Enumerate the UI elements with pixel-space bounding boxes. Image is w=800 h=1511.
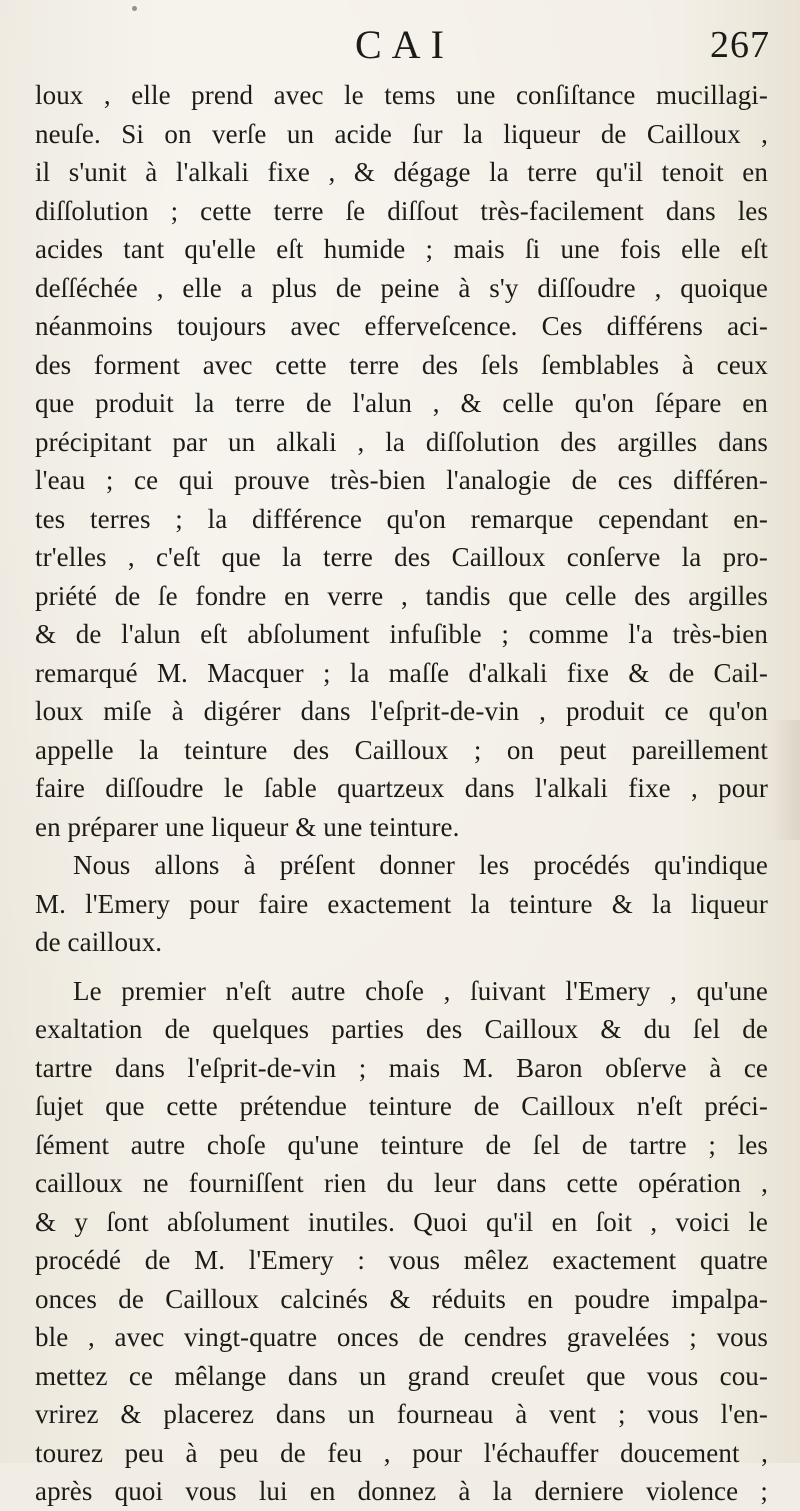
text-line: & de l'alun eſt abſolument infuſible ; comme l'a très-bien — [35, 619, 768, 649]
text-line: onces de Cailloux calcinés & réduits en poudre impalpa- — [35, 1283, 768, 1314]
page-header — [0, 22, 800, 68]
ink-speck — [132, 6, 137, 11]
text-line: tr'elles , c'eſt que la terre des Cailloux conſerve la pro- — [35, 542, 768, 572]
text-line: M. l'Emery pour faire exactement la teinture & la liqueur — [35, 888, 768, 919]
text-line: loux miſe à digérer dans l'eſprit-de-vin , produit ce qu'on — [35, 696, 768, 726]
text-line: remarqué M. Macquer ; la maſſe d'alkali fixe & de Cail- — [35, 657, 768, 688]
paragraph-1 — [35, 76, 768, 846]
text-line: de cailloux. — [35, 927, 163, 957]
text-line: mettez ce mêlange dans un grand creuſet que vous cou- — [35, 1360, 768, 1391]
text-line: l'eau ; ce qui prouve très-bien l'analogie de ces différen- — [35, 465, 768, 495]
text-line: après quoi vous lui en donnez à la derniere violence ; — [35, 1476, 768, 1506]
text-line: priété de ſe fondre en verre , tandis que celle des argilles — [35, 580, 768, 611]
text-line: faire diſſoudre le ſable quartzeux dans l'alkali fixe , pour — [35, 773, 768, 803]
show-through-shadow — [770, 720, 800, 840]
text-line: diſſolution ; cette terre ſe diſſout très-facilement dans les — [35, 195, 768, 226]
text-line: exaltation de quelques parties des Cailloux & du ſel de — [35, 1014, 768, 1044]
paragraph-2 — [35, 846, 768, 962]
text-line: neuſe. Si on verſe un acide ſur la liqueur de Cailloux , — [35, 118, 768, 149]
text-line: précipitant par un alkali , la diſſolution des argilles dans — [35, 426, 768, 457]
text-line: tartre dans l'eſprit-de-vin ; mais M. Baron obſerve à ce — [35, 1052, 768, 1083]
text-line: néanmoins toujours avec efferveſcence. Ces différens aci- — [35, 311, 768, 341]
text-line: tourez peu à peu de feu , pour l'échauffer doucement , — [35, 1437, 768, 1468]
body-text — [35, 76, 768, 1511]
text-line: & y ſont abſolument inutiles. Quoi qu'il en ſoit , voici le — [35, 1206, 768, 1237]
text-line: ſujet que cette prétendue teinture de Cailloux n'eſt préci- — [35, 1091, 768, 1121]
text-line: des forment avec cette terre des ſels ſemblables à ceux — [35, 349, 768, 380]
text-line: loux , elle prend avec le tems une conſiſtance mucillagi- — [35, 80, 768, 110]
text-line: cailloux ne fourniſſent rien du leur dans cette opération , — [35, 1168, 768, 1198]
text-line: deſſéchée , elle a plus de peine à s'y diſſoudre , quoique — [35, 272, 768, 303]
text-line: tes terres ; la différence qu'on remarque cependant en- — [35, 503, 768, 534]
running-head: CAI — [355, 22, 454, 67]
text-line: ſément autre choſe qu'une teinture de ſel de tartre ; les — [35, 1129, 768, 1160]
paragraph-gap — [35, 962, 768, 972]
text-line: procédé de M. l'Emery : vous mêlez exactement quatre — [35, 1245, 768, 1275]
text-line: acides tant qu'elle eſt humide ; mais ſi une fois elle eſt — [35, 234, 768, 264]
text-line: que produit la terre de l'alun , & celle qu'on ſépare en — [35, 388, 768, 418]
text-line: vrirez & placerez dans un fourneau à vent ; vous l'en- — [35, 1399, 768, 1429]
text-line: ble , avec vingt-quatre onces de cendres gravelées ; vous — [35, 1322, 768, 1352]
text-line: Le premier n'eſt autre choſe , ſuivant l'Emery , qu'une — [73, 975, 768, 1006]
text-line: il s'unit à l'alkali fixe , & dégage la terre qu'il tenoit en — [35, 157, 768, 187]
text-line: appelle la teinture des Cailloux ; on peut pareillement — [35, 734, 768, 765]
text-line: Nous allons à préſent donner les procédés qu'indique — [73, 850, 768, 880]
page-number: 267 — [710, 24, 770, 66]
paragraph-3 — [35, 972, 768, 1511]
text-line: en préparer une liqueur & une teinture. — [35, 811, 460, 842]
